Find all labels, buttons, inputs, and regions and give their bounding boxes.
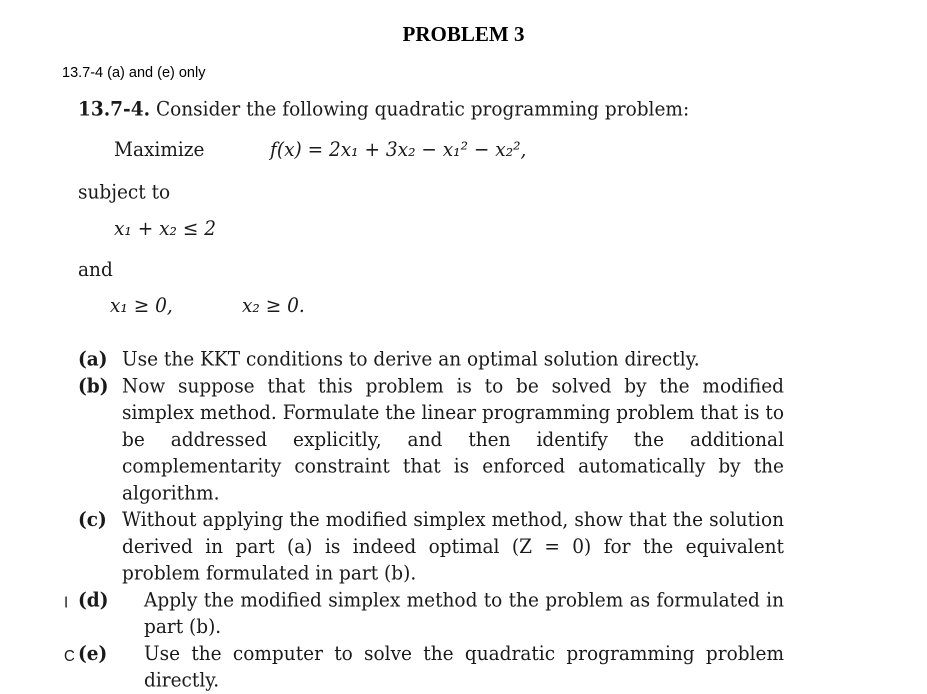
- subject-to-label: subject to: [78, 181, 171, 205]
- problem-parts: [64, 346, 784, 694]
- part-mark: [64, 346, 78, 373]
- page-title: PROBLEM 3: [402, 22, 525, 46]
- constraint-sum: x₁ + x₂ ≤ 2: [114, 217, 216, 241]
- part-label: (b): [78, 375, 109, 398]
- part-b: [64, 373, 784, 507]
- objective-function: f(x) = 2x₁ + 3x₂ − x₁² − x₂²,: [270, 138, 527, 162]
- part-text: Now suppose that this problem is to be solved by the modified simplex method. Formulate the linear programming problem that is to be addressed explicitly, and then identify the additional complementarity constraint that is enforced automatically by the algorithm.: [122, 375, 784, 505]
- problem-intro: Consider the following quadratic programming problem:: [155, 98, 690, 121]
- part-c: [64, 507, 784, 587]
- part-mark: C: [64, 647, 75, 666]
- problem-heading: [78, 96, 689, 123]
- part-text: Use the KKT conditions to derive an optimal solution directly.: [122, 348, 700, 371]
- part-mark: I: [64, 593, 69, 612]
- part-label: (a): [78, 348, 108, 371]
- and-label: and: [78, 258, 113, 282]
- part-mark: [64, 507, 78, 587]
- part-d: [64, 587, 784, 641]
- part-mark: [64, 373, 78, 507]
- part-a: [64, 346, 784, 373]
- maximize-label: Maximize: [114, 138, 205, 162]
- nonneg-x1: x₁ ≥ 0,: [110, 295, 173, 318]
- part-text: Use the computer to solve the quadratic programming problem directly.: [144, 642, 784, 692]
- part-text: Without applying the modified simplex method, show that the solution derived in part (a) is indeed optimal (Z = 0) for the equivalent problem formulated in part (b).: [122, 509, 784, 585]
- part-label: (e): [78, 642, 108, 666]
- part-label: (c): [78, 509, 107, 532]
- problem-number: 13.7-4.: [78, 98, 151, 121]
- part-label: (d): [78, 589, 109, 612]
- part-text: Apply the modified simplex method to the problem as formulated in part (b).: [144, 589, 784, 639]
- part-e: [64, 641, 784, 694]
- assignment-caption: 13.7-4 (a) and (e) only: [62, 65, 206, 81]
- nonneg-x2: x₂ ≥ 0.: [242, 295, 305, 318]
